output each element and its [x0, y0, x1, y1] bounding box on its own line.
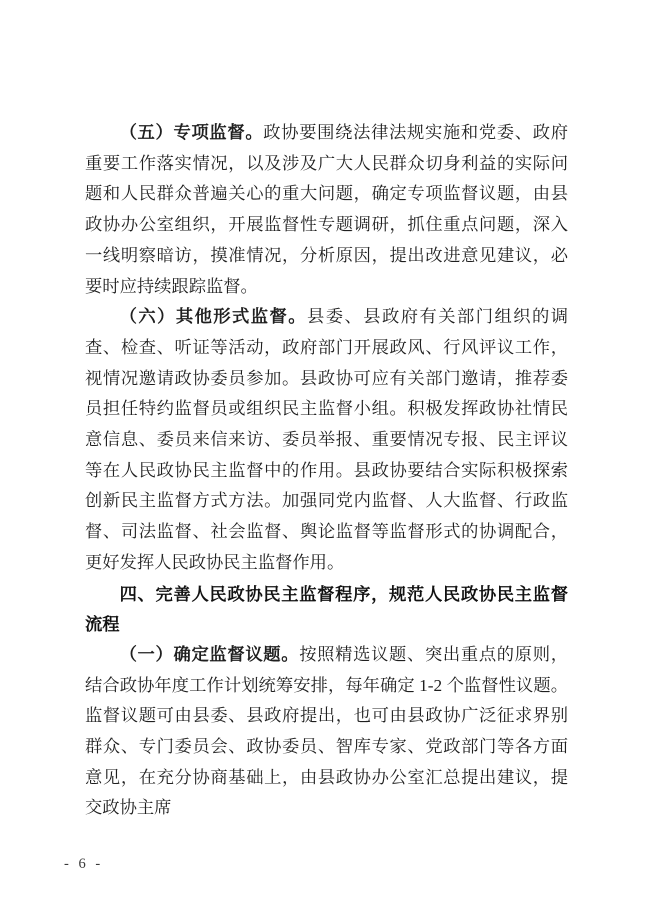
page-number: - 6 -	[64, 856, 104, 872]
paragraph-body-text: 按照精选议题、突出重点的原则，结合政协年度工作计划统筹安排，每年确定 1-2 个监督性议题。监督议题可由县委、县政府提出，也可由县政协广泛征求界别群众、专门委员会、政协委员、智库专家、党政部门等各方面意见，在充分协商基础上，由县政协办公室汇总提出建议，提交政协主席	[85, 644, 568, 818]
paragraph-lead-label: （一）确定监督议题。	[119, 644, 300, 664]
document-body	[85, 118, 568, 824]
paragraph-lead-label: （五）专项监督。	[119, 123, 264, 142]
paragraph-lead-label: （六）其他形式监督。	[119, 307, 308, 327]
paragraph-item-1-determine-topics	[85, 640, 568, 824]
paragraph-item-6-other-supervision	[85, 302, 568, 578]
paragraph-body-text: 县委、县政府有关部门组织的调查、检查、听证等活动，政府部门开展政风、行风评议工作，视情况邀请政协委员参加。县政协可应有关部门邀请，推荐委员担任特约监督员或组织民主监督小组。积极发挥政协社情民意信息、委员来信来访、委员举报、重要情况专报、民主评议等在人民政协民主监督中的作用。县政协要结合实际积极探索创新民主监督方式方法。加强同党内监督、人大监督、行政监督、司法监督、社会监督、舆论监督等监督形式的协调配合，更好发挥人民政协民主监督作用。	[85, 307, 568, 572]
paragraph-body-text: 政协要围绕法律法规实施和党委、政府重要工作落实情况，以及涉及广大人民群众切身利益的实际问题和人民群众普遍关心的重大问题，确定专项监督议题，由县政协办公室组织，开展监督性专题调研，抓住重点问题，深入一线明察暗访，摸准情况，分析原因，提出改进意见建议，必要时应持续跟踪监督。	[85, 123, 568, 296]
section-heading-4: 四、完善人民政协民主监督程序，规范人民政协民主监督流程	[85, 583, 568, 635]
page-footer	[64, 855, 103, 873]
paragraph-item-5-special-supervision	[85, 118, 568, 302]
